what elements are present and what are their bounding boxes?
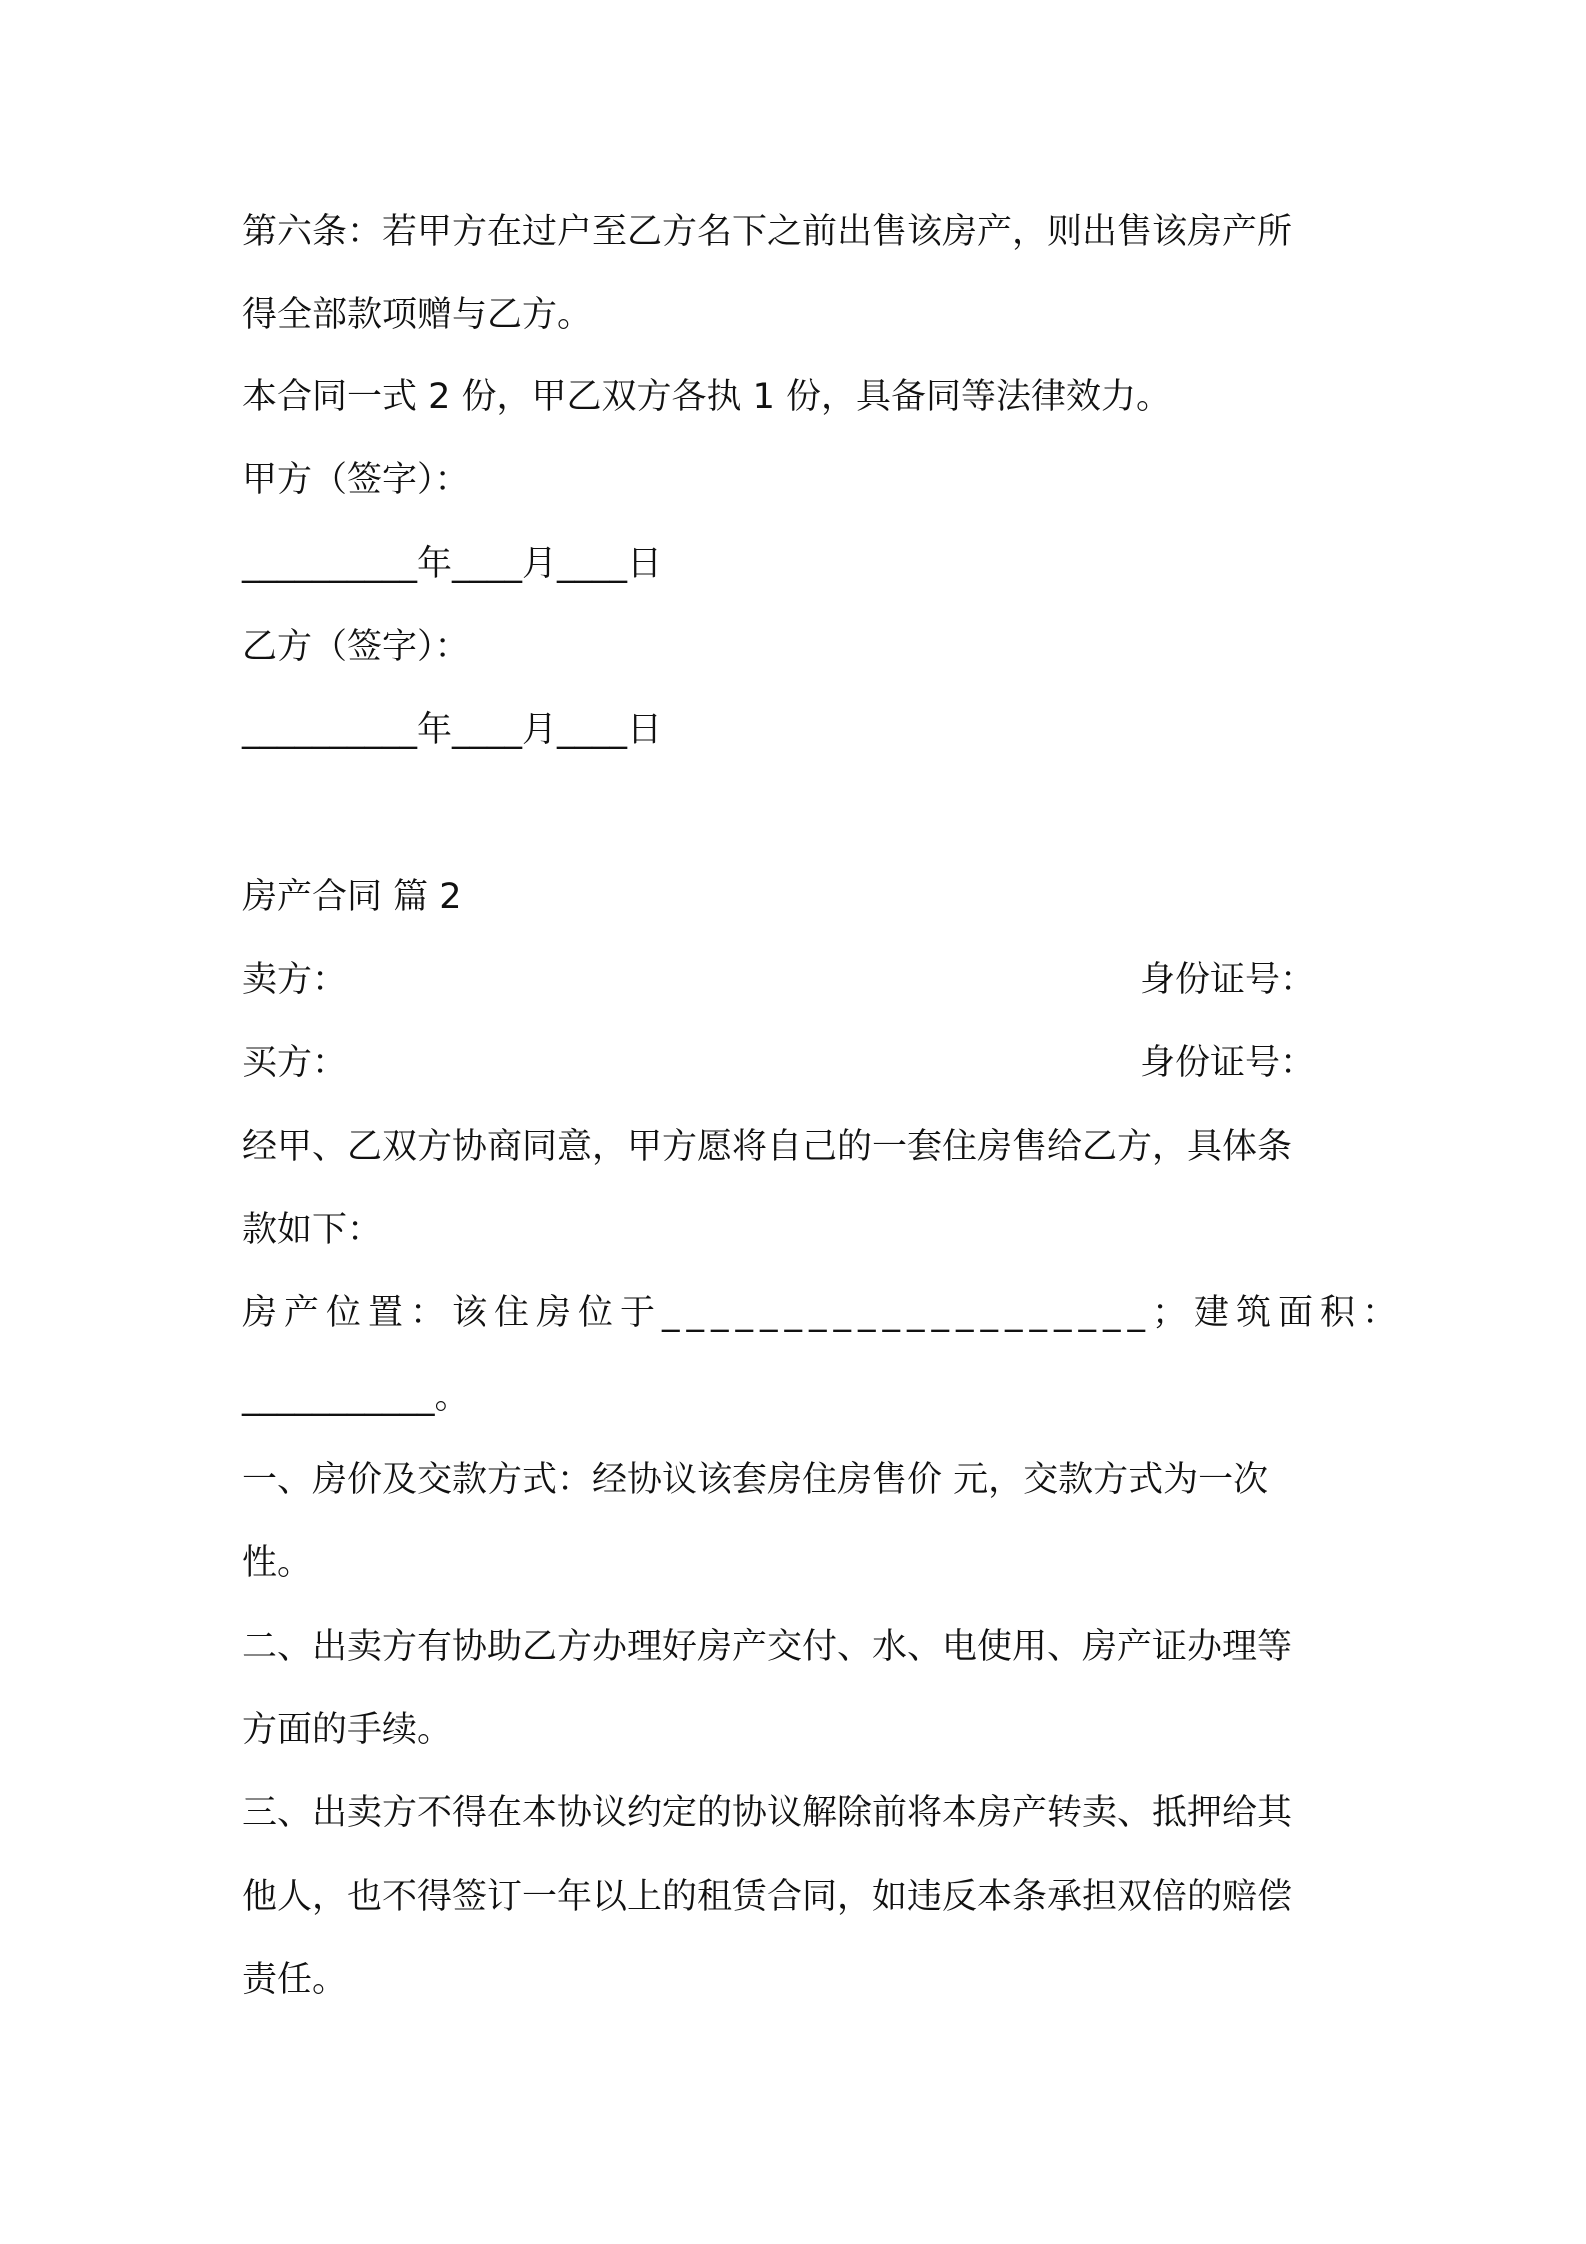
party-a-date-line: __________年____月____日 xyxy=(242,544,663,584)
intro-line1: 经甲、乙双方协商同意，甲方愿将自己的一套住房售给乙方，具体条 xyxy=(242,1127,1293,1167)
article6-line2: 得全部款项赠与乙方。 xyxy=(242,295,593,335)
clause1-line1: 一、房价及交款方式：经协议该套房住房售价 元，交款方式为一次 xyxy=(242,1460,1269,1500)
clause2-line1: 二、出卖方有协助乙方办理好房产交付、水、电使用、房产证办理等 xyxy=(242,1627,1293,1667)
location-line2: ___________。 xyxy=(242,1377,470,1417)
clause3-line3: 责任。 xyxy=(242,1960,348,2000)
seller-label: 卖方： xyxy=(242,960,348,1000)
clause2-line2: 方面的手续。 xyxy=(242,1710,453,1750)
clause3-line2: 他人，也不得签订一年以上的租赁合同，如违反本条承担双倍的赔偿 xyxy=(242,1877,1293,1917)
clause1-line2: 性。 xyxy=(242,1543,313,1583)
copies-clause: 本合同一式 2 份，甲乙双方各执 1 份，具备同等法律效力。 xyxy=(242,377,1172,417)
party-b-date-line: __________年____月____日 xyxy=(242,710,663,750)
buyer-label: 买方： xyxy=(242,1043,348,1083)
clause3-line1: 三、出卖方不得在本协议约定的协议解除前将本房产转卖、抵押给其 xyxy=(242,1793,1293,1833)
article6-line1: 第六条：若甲方在过户至乙方名下之前出售该房产，则出售该房产所 xyxy=(242,212,1293,252)
section-title: 房产合同 篇 2 xyxy=(242,877,462,917)
location-line1: 房产位置：该住房位于____________________；建筑面积： xyxy=(242,1293,1405,1333)
party-b-sign-label: 乙方（签字）： xyxy=(242,627,470,667)
party-a-sign-label: 甲方（签字）： xyxy=(242,460,470,500)
buyer-id-label: 身份证号： xyxy=(1140,1043,1316,1083)
intro-line2: 款如下： xyxy=(242,1210,383,1250)
seller-id-label: 身份证号： xyxy=(1140,960,1316,1000)
